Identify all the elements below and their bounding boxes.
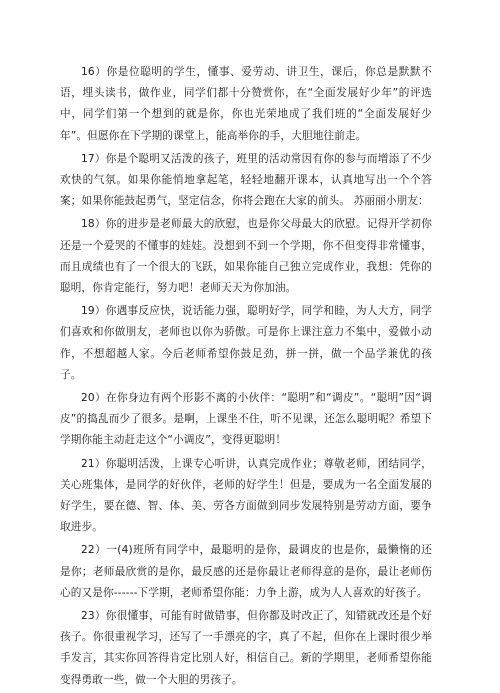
- paragraph-22: 22）一(4)班所有同学中，最聪明的是你，最调皮的也是你，最懒惰的还是你；老师最欣赏的是你，最反感的还是你最让老师得意的是你，最让老师伤心的又是你------下学期，老师希望你能：力争上游，成为人人喜欢的好孩子。: [60, 544, 432, 599]
- paragraph-18: 18）你的进步是老师最大的欣慰，也是你父母最大的欣慰。记得开学初你还是一个爱哭的不懂事的娃娃。没想到不到一个学期，你不但变得非常懂事，而且成绩也有了一个很大的飞跃，如果你能自己独立完成作业，我想：凭你的聪明，你肯定能行，努力吧！老师天天为你加油。: [60, 218, 432, 295]
- paragraph-17: 17）你是个聪明又活泼的孩子，班里的活动常因有你的参与而增添了不少欢快的气氛。如果你能悄地拿起笔，轻轻地翻开课本，认真地写出一个个答案；如果你能鼓起勇气，坚定信念，你将会跑在大家的前头。 苏丽丽小朋友：: [60, 152, 432, 208]
- paragraph-19: 19）你遇事反应快，说话能力强，聪明好学，同学和睦，为人大方，同学们喜欢和你做朋友，老师也以你为骄傲。可是你上课注意力不集中，爱做小动作，不想超越人家。今后老师希望你鼓足劲，拼一拼，做一个品学兼优的孩子。: [60, 305, 432, 381]
- paragraph-20: 20）在你身边有两个形影不离的小伙伴：“聪明”和“调皮”。“聪明”因“调皮”的捣乱而少了很多。是啊，上课坐不住，听不见课，还怎么聪明呢？希望下学期你能主动赶走这个“小调皮”，变得更聪明！: [60, 392, 432, 447]
- paragraph-16: 16）你是位聪明的学生，懂事、爱劳动、讲卫生，课后，你总是默默不语，埋头读书，做作业，同学们都十分赞赏你，在“全面发展好少年”的评选中，同学们第一个想到的就是你，你也光荣地成了我们班的“全面发展好少年”。但愿你在下学期的课堂上，能高举你的手，大胆地往前走。: [60, 66, 432, 142]
- document-body: [60, 62, 432, 693]
- paragraph-21: 21）你聪明活泼，上课专心听讲，认真完成作业；尊敬老师，团结同学，关心班集体，是同学的好伙伴，老师的好学生！但是，要成为一名全面发展的好学生，要在德、智、体、美、劳各方面做到同步发展特别是劳动方面，要争取进步。: [60, 457, 432, 534]
- paragraph-23: 23）你很懂事，可能有时做错事，但你都及时改正了，知错就改还是个好孩子。你很重视学习，还写了一手漂亮的字，真了不起，但你在上课时很少举手发言，其实你回答得肯定比别人好，相信自己。新的学期里，老师希望你能变得勇敢一些，做一个大胆的男孩子。: [60, 610, 432, 686]
